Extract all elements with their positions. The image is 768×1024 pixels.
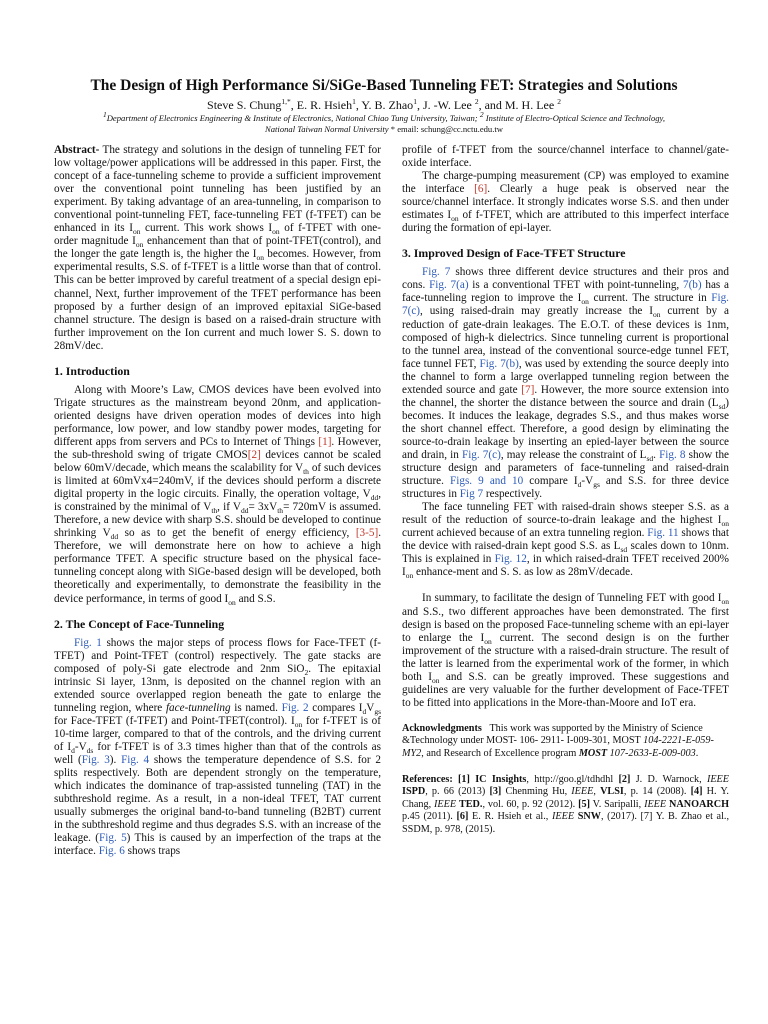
fig-link-5[interactable]: Fig. 5 (99, 832, 127, 845)
charge-pumping-paragraph: The charge-pumping measurement (CP) was employed to examine the interface [6]. Clearly a huge peak is observed near the source/channel interface. It strongly indicates worse S.S. and then under estimates $I_{on}$ of f-TFET, which are attributed to this imperfect interface during the formation of epi-layer. (402, 170, 730, 235)
introduction-paragraph: Along with Moore’s Law, CMOS devices have been evolved into Trigate structures as the mainstream beyond 20nm, and application-oriented designs have driven operation modes of devices into high performance, low power, and low standby power modes, targeting for different apps from servers and PCs to Internet of Things [1]. However, the sub-threshold swing of trigate CMOS[2] devices cannot be scaled below 60mV/decade, which means the scalability for $V_{th}$ of such devices is limited at 60mVx4=240mV, if the devices should perform a discrete digital property in the logic circuits. Finally, the operation voltage, $V_{dd}$, is constrained by the minimal of $V_{th}$, if $V_{dd}= 3xV_{th}= 720mV$ is assumed. Therefore, a new device with sharp S.S. should be developed to continue shrinking $V_{dd}$ so as to get the benefit of energy efficiency, [3-5]. Therefore, we will demonstrate here on how to achieve a high performance TFET. A specific structure based on the physical face-tunneling concept along with SiGe-based design will be developed, both theoretically and experimentally, to demonstrate the feasibility in the device performance, in terms of good $I_{on}$ and S.S. (54, 383, 381, 607)
fig-link-7c-2[interactable]: Fig. 7(c) (461, 448, 501, 461)
abstract: Abstract- The strategy and solutions in the design of tunneling FET for low voltage/power applications will be addressed in this paper. First, the concept of a face-tunneling scheme to provide a sufficient improvement over the conventional point tunneling has been justified by an experiment. By taking advantage of an area-tunneling, in comparison to conventional point-tunneling FET, face-tunneling FET (f-TFET) can be enhanced in its $I_{on}$ current. This work shows $I_{on}$ of f-TFET with one-order magnitude $I_{on}$ enhancement than that of point-TFET(control), and the longer the gate length is, the higher the $I_{on}$ becomes. However, from experimental results, S.S. of f-TFET is a little worse than that of control. This can be better improved by careful treatment of a special design epi-channel, Next, further improvement of the TFET performance has been proposed by a further design of an improved epitaxial SiGe-based channel structure. The design is based on a raised-drain structure with further improvement on the Ion current and much lower S. S. down to 28mV/dec. (54, 144, 381, 352)
fig-link-3[interactable]: Fig. 3 (81, 753, 110, 766)
improved-design-paragraph-2: The face tunneling FET with raised-drain shows steeper S.S. as a result of the reduction of source-to-drain leakage and the highest $I_{on}$ current achieved because of an extra tunneling region. Fig. 11 shows that the device with raised-drain kept good S.S. as $L_{sd}$ scales down to 10nm. This is explained in Fig. 12, in which raised-drain TFET received 200% $I_{on}$ enhance-ment and S. S. as low as 28mV/decade. (402, 501, 730, 581)
ref-link-2[interactable]: [2] (247, 448, 261, 461)
improved-design-paragraph-1: Fig. 7 shows three different device structures and their pros and cons. Fig. 7(a) is a conventional TFET with point-tunneling, 7(b) has a face-tunneling region to improve the $I_{on}$ current. The structure in Fig. 7(c), using raised-drain may greatly increase the $I_{on}$ current by a reduction of gate-drain leakages. The E.O.T. of these devices is 1nm, composed of high-k dielectrics. Since tunneling current is proportional to the tunnel area, instead of the conventional source-edge tunnel FET, face tunnel FET, Fig. 7(b), was used by extending the source deeply into the channel to form a large overlapped tunneling region between the extended source and gate [7]. However, the more source extension into the channel, the shorter the distance between the source and drain $(L_{sd})$ becomes. It induces the leakage, degrades S.S., and thus makes worse the short channel effect. Therefore, a good design by eliminating the source-to-drain leakage by inserting an epied-layer between the source and drain, in Fig. 7(c), may release the constraint of $L_{sd}$. Fig. 8 show the structure design and parameters of face-tunneling and raised-drain structure. Figs. 9 and 10 compare $I_d-V_{gs}$ and S.S. for three device structures in Fig 7 respectively. (402, 266, 730, 501)
paper-title: The Design of High Performance Si/SiGe-Based Tunneling FET: Strategies and Solutions (90, 77, 678, 94)
ref-link-7[interactable]: [7] (521, 383, 535, 396)
right-column (402, 144, 729, 837)
fig-link-1[interactable]: Fig. 1 (74, 636, 102, 649)
section-introduction-heading: 1. Introduction (54, 363, 130, 378)
references-label: References: (402, 773, 453, 785)
section-face-tunneling-heading: 2. The Concept of Face-Tunneling (54, 616, 225, 631)
fig-link-7[interactable]: Fig. 7 (422, 266, 451, 279)
ref-link-1[interactable]: [1] (318, 435, 332, 448)
continued-paragraph: profile of f-TFET from the source/channel interface to channel/gate-oxide interface. (402, 144, 729, 170)
acknowledgments-label: Acknowledgments (402, 722, 482, 734)
fig-link-7b-2[interactable]: Fig. 7(b) (479, 357, 519, 370)
ref-link-6[interactable]: [6] (474, 183, 488, 196)
fig-link-7b[interactable]: 7(b) (682, 279, 702, 292)
summary-paragraph: In summary, to facilitate the design of Tunneling FET with good $I_{on}$ and S.S., two different approaches have been demonstrated. The first design is based on the proposed Face-tunneling scheme with an epi-layer to enlarge the $I_{on}$ current. The second design is on the further improvement of the structure with a raised-drain structure. The result of the latter is learned from the experimental work of the former, in which both $I_{on}$ and S.S. can be greatly improved. These suggestions and guidelines are very valuable for the further development of Face-TFET to be fitted into applications in the More-than-Moore and IoT era. (402, 592, 729, 709)
ref-link-3-5[interactable]: [3-5] (355, 527, 379, 540)
fig-link-7-3[interactable]: Fig 7 (459, 488, 484, 501)
references: References: [1] IC Insights, http://goo.gl/tdhdhl [2] J. D. Warnock, IEEE ISPD, p. 66 (2013) [3] Chenming Hu, IEEE, VLSI, p. 14 (2008). [4] H. Y. Chang, IEEE TED., vol. 60, p. 92 (2012). [5] V. Saripalli, IEEE NANOARCH p.45 (2011). [6] E. R. Hsieh et al., IEEE SNW, (2017). [7] Y. B. Zhao et al., SSDM, p. 978, (2015). (402, 773, 729, 836)
abstract-label: Abstract- (54, 144, 100, 156)
fig-link-12[interactable]: Fig. 12 (494, 553, 527, 566)
author-list: Steve S. Chung$^{1,*}$, E. R. Hsieh$^1$, Y. B. Zhao$^1$, J. -W. Lee $^2$, and M. H. Lee $^2$ (207, 97, 561, 112)
paper-header (0, 76, 768, 135)
acknowledgments: Acknowledgments This work was supported by the Ministry of Science &Technology under MOST- 106- 2911- I-009-301, MOST 104-2221-E-059- MY2, and Research of Excellence program MOST 107-2633-E-009-003. (402, 722, 714, 760)
fig-link-2[interactable]: Fig. 2 (281, 701, 309, 714)
affiliation: $^1$Department of Electronics Engineering & Institute of Electronics, National Chiao Tung University, Taiwan; $^2$ Institute of Electro-Optical Science and Technology, National Taiwan Normal University * email: schung@cc.nctu.edu.tw (102, 110, 666, 134)
left-column (54, 144, 381, 858)
fig-link-7c[interactable]: Fig. 7(c) (402, 292, 729, 318)
fig-link-8[interactable]: Fig. 8 (659, 448, 686, 461)
paragraph-gap (402, 579, 729, 592)
section-improved-design-heading: 3. Improved Design of Face-TFET Structure (402, 246, 626, 261)
fig-link-6[interactable]: Fig. 6 (98, 845, 125, 858)
fig-link-7a[interactable]: Fig. 7(a) (429, 279, 469, 292)
fig-link-4[interactable]: Fig. 4 (121, 753, 150, 766)
fig-link-9-10[interactable]: Figs. 9 and 10 (450, 475, 524, 488)
face-tunneling-paragraph: Fig. 1 shows the major steps of process flows for Face-TFET (f-TFET) and Point-TFET (control) respectively. The gate stacks are composed of poly-Si gate electrode and 2nm SiO$_2$. The epitaxial intrinsic Si layer, 13nm, is deposited on the channel region with an extended source overlapped region beneath the gate to enlarge the tunneling region, where face-tunneling is named. Fig. 2 compares $I_dV_{gs}$ for Face-TFET (f-TFET) and Point-TFET(control). $I_{on}$ for f-TFET is of 10-time larger, compared to that of the controls, and the driving current of $I_d-V_{ds}$ for f-TFET is of 3.3 times higher than that of the controls as well (Fig. 3). Fig. 4 shows the temperature dependence of S.S. for 2 splits respectively. Both are dependent strongly on the temperature, which indicates the dominance of trap-assisted tunneling (TAT) in the subthreshold regime. As a result, in a non-ideal TFET, TAT current usually submerges the original band-to-band tunneling (B2BT) current in the subthreshold regime and thus degrades S.S. with an increase of the leakage. (Fig. 5) This is caused by an imperfection of the traps at the interface. Fig. 6 shows traps (54, 636, 381, 858)
fig-link-11[interactable]: Fig. 11 (647, 527, 679, 540)
